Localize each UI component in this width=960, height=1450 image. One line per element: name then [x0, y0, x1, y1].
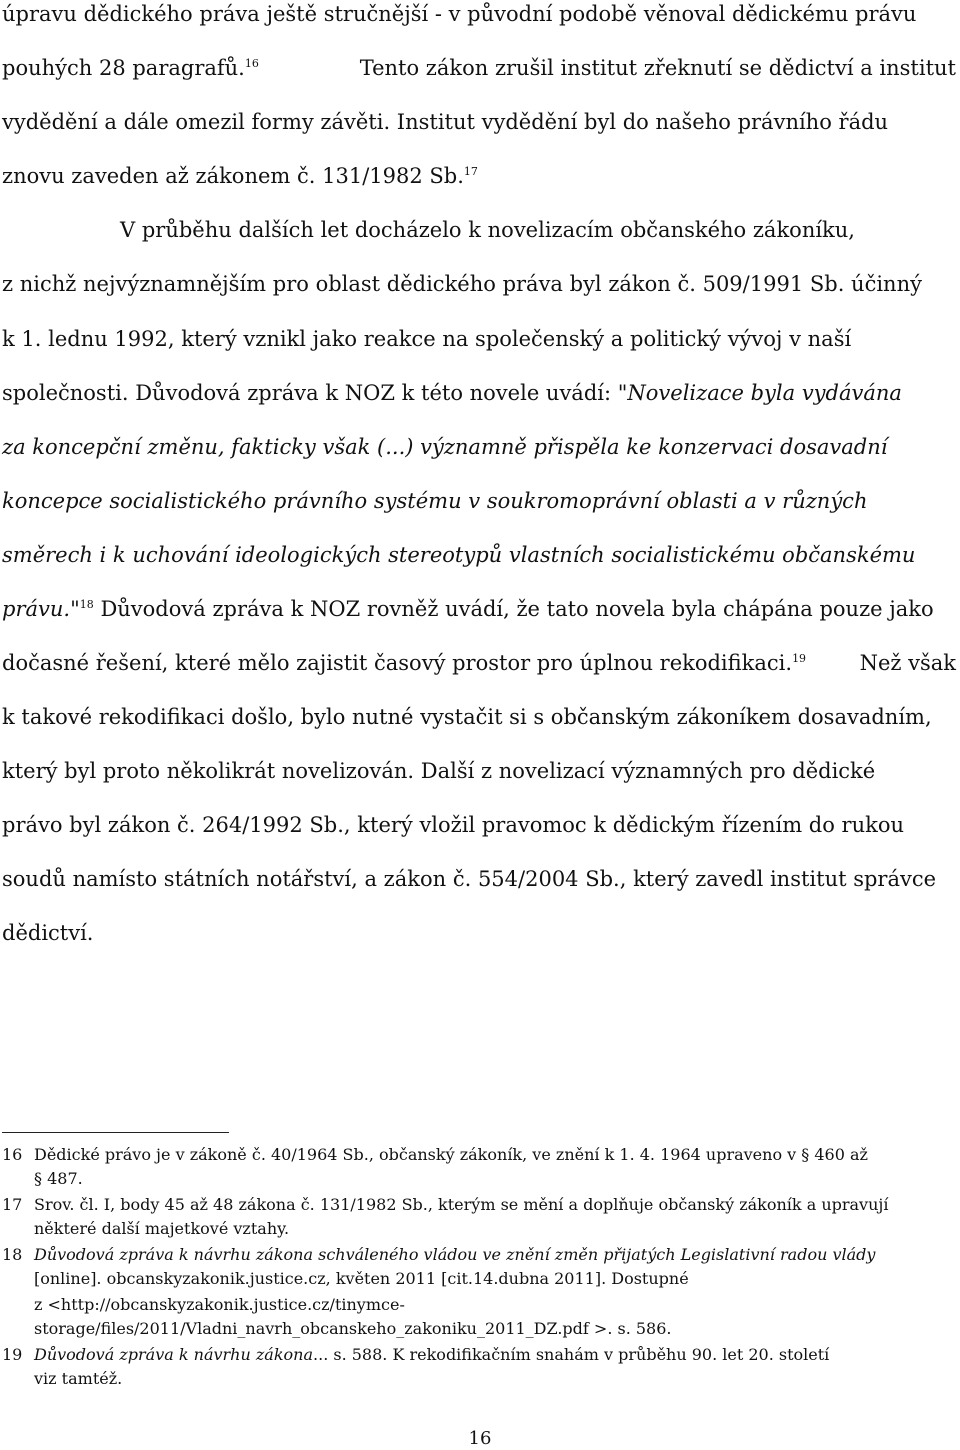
footnote-line — [34, 1144, 956, 1166]
italic-text: směrech i k uchování ideologických stereotypů vlastních socialistickému občanskému — [2, 543, 916, 567]
text-run: některé další majetkové vztahy. — [34, 1219, 290, 1238]
footnote-ref[interactable]: 19 — [792, 652, 807, 665]
text-run: V průběhu dalších let docházelo k novelizacím občanského zákoníku, — [120, 218, 855, 242]
text-run: soudů namísto státních notářství, a zákon č. 554/2004 Sb., který zavedl institut správce — [2, 867, 937, 891]
text-run — [2, 595, 934, 623]
footnote-separator — [2, 1132, 229, 1133]
italic-text: za koncepční změnu, fakticky však (...) významně přispěla ke konzervaci dosavadní — [2, 435, 888, 459]
text-run: pouhých 28 paragrafů. — [2, 56, 245, 80]
body-line — [2, 541, 956, 569]
text-run: právo byl zákon č. 264/1992 Sb., který vložil pravomoc k dědickým řízením do rukou — [2, 813, 905, 837]
text-run: z nichž nejvýznamnějším pro oblast dědického práva byl zákon č. 509/1991 Sb. účinný — [2, 272, 922, 296]
text-run — [2, 54, 259, 82]
footnote-number: 16 — [2, 1145, 23, 1164]
italic-text: právu. — [2, 597, 71, 621]
body-line — [2, 54, 956, 82]
body-line — [2, 811, 956, 839]
footnote-number: 17 — [2, 1195, 23, 1214]
text-run: Než však — [859, 651, 956, 675]
body-line — [2, 162, 956, 190]
page-number: 16 — [468, 1428, 492, 1449]
text-run: dědictví. — [2, 921, 94, 945]
body-line — [2, 0, 956, 28]
text-run: " — [70, 597, 80, 621]
text-run: dočasné řešení, které mělo zajistit časový prostor pro úplnou rekodifikaci. — [2, 651, 793, 675]
text-run: Důvodová zpráva k NOZ rovněž uvádí, že tato novela byla chápána pouze jako — [100, 597, 934, 621]
footnote-number: 19 — [2, 1345, 23, 1364]
body-line — [2, 865, 956, 893]
text-run: viz tamtéž. — [34, 1369, 123, 1388]
footnote-line — [34, 1268, 956, 1290]
footnote-ref[interactable]: 17 — [463, 165, 478, 178]
body-line — [2, 757, 956, 785]
text-run: úpravu dědického práva ještě stručnější - v původní podobě věnoval dědickému právu — [2, 2, 917, 26]
footnote-ref[interactable]: 18 — [79, 598, 94, 611]
text-run — [2, 649, 806, 677]
text-run: § 487. — [34, 1169, 83, 1188]
body-line — [2, 108, 956, 136]
footnote-line — [34, 1168, 956, 1190]
body-line — [120, 216, 956, 244]
text-run — [2, 162, 478, 190]
text-run: znovu zaveden až zákonem č. 131/1982 Sb. — [2, 164, 464, 188]
text-run: společnosti. Důvodová zpráva k NOZ k této novele uvádí: " — [2, 381, 628, 405]
text-run — [2, 379, 902, 407]
body-line — [2, 487, 956, 515]
text-run — [34, 1344, 829, 1366]
italic-text: koncepce socialistického právního systému v soukromoprávní oblasti a v různých — [2, 489, 868, 513]
footnote-line — [34, 1368, 956, 1390]
body-line — [2, 379, 956, 407]
footnote-line — [34, 1294, 956, 1316]
body-line — [2, 649, 956, 677]
text-run: ... s. 588. K rekodifikačním snahám v průběhu 90. let 20. století — [313, 1345, 830, 1364]
link-text[interactable]: storage/files/2011/Vladni_navrh_obcanskeho_zakoniku_2011_DZ.pdf >. s. 586. — [34, 1319, 672, 1338]
body-line — [2, 703, 956, 731]
text-run: Srov. čl. I, body 45 až 48 zákona č. 131/1982 Sb., kterým se mění a doplňuje občanský zákoník a upravují — [34, 1195, 889, 1214]
text-run: který byl proto několikrát novelizován. Další z novelizací významných pro dědické — [2, 759, 876, 783]
text-run: Dědické právo je v zákoně č. 40/1964 Sb., občanský zákoník, ve znění k 1. 4. 1964 upraveno v § 460 až — [34, 1145, 868, 1164]
text-run: vydědění a dále omezil formy závěti. Institut vydědění byl do našeho právního řádu — [2, 110, 889, 134]
footnote-ref[interactable]: 16 — [244, 57, 259, 70]
footnote-line — [34, 1218, 956, 1240]
body-line — [2, 595, 956, 623]
italic-text: Důvodová zpráva k návrhu zákona — [34, 1345, 314, 1364]
text-run: [online]. obcanskyzakonik.justice.cz, květen 2011 [cit.14.dubna 2011]. Dostupné — [34, 1269, 689, 1288]
footnote-line — [34, 1194, 956, 1216]
italic-text: Důvodová zpráva k návrhu zákona schváleného vládou ve znění změn přijatých Legislativní radou vlády — [34, 1245, 876, 1264]
footnote-line — [34, 1318, 956, 1340]
body-line — [2, 433, 956, 461]
italic-text: Novelizace byla vydávána — [627, 381, 902, 405]
body-line — [2, 919, 956, 947]
body-line — [2, 270, 956, 298]
body-line — [2, 325, 956, 353]
footnote-line — [34, 1344, 956, 1366]
footnote-number: 18 — [2, 1245, 23, 1264]
text-run: k 1. lednu 1992, který vznikl jako reakce na společenský a politický vývoj v naší — [2, 327, 852, 351]
link-text[interactable]: z <http://obcanskyzakonik.justice.cz/tinymce- — [34, 1295, 405, 1314]
footnote-line — [34, 1244, 956, 1266]
text-run: k takové rekodifikaci došlo, bylo nutné vystačit si s občanským zákoníkem dosavadním, — [2, 705, 932, 729]
text-run: Tento zákon zrušil institut zřeknutí se dědictví a institut — [359, 56, 956, 80]
